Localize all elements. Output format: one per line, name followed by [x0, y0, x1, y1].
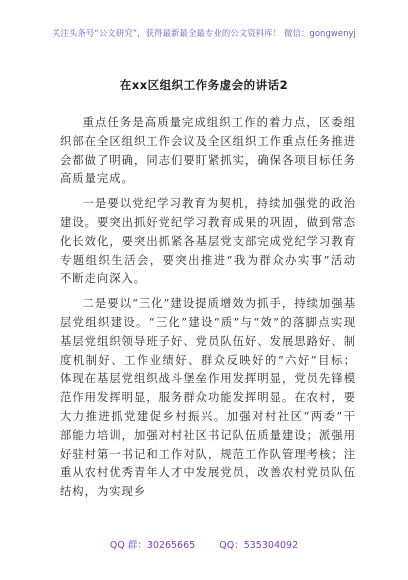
paragraph-1: 重点任务是高质量完成组织工作的着力点，区委组织部在全区组织工作会议及全区组织工作重点任务推进会都做了明确，同志们要盯紧抓实，确保各项目标任务高质量完成。	[60, 116, 356, 186]
footer-contact	[0, 537, 408, 551]
document-body	[60, 114, 356, 508]
footer-qq-group: QQ 群：30265665	[109, 540, 196, 551]
paragraph-2: 一是要以党纪学习教育为契机，持续加强党的政治建设。要突出抓好党纪学习教育成果的巩固，做到常态化长效化，要突出抓紧各基层党支部完成党纪学习教育专题组织生活会，要突出推进“我为群众办实事”活动不断走向深入。	[60, 197, 356, 286]
header-promo-note: 关注头条号“公文研究”，获得最新最全最专业的公文资料库！ 微信：gongwenyj	[52, 28, 356, 38]
paragraph-3: 二是要以“三化”建设提质增效为抓手，持续加强基层党组织建设。“三化”建设“质”与“效”的落脚点实现基层党组织领导班子好、党员队伍好、发展思路好、制度机制好、工作业绩好、群众反映好的“六好”目标；体现在基层党组织战斗堡垒作用发挥明显，党员先锋模范作用发挥明显，服务群众功能发挥明显。在农村，要大力推进抓党建促乡村振兴。加强对村社区“两委”干部能力培训，加强对村社区书记队伍质量建设；派强用好驻村第一书记和工作对队，规范工作队管理考核；注重从农村优秀青年人才中发展党员，改善农村党员队伍结构，为实现乡	[60, 297, 356, 499]
footer-qq: QQ：535304092	[219, 540, 299, 551]
document-title: 在xx区组织工作务虚会的讲话2	[119, 78, 289, 92]
